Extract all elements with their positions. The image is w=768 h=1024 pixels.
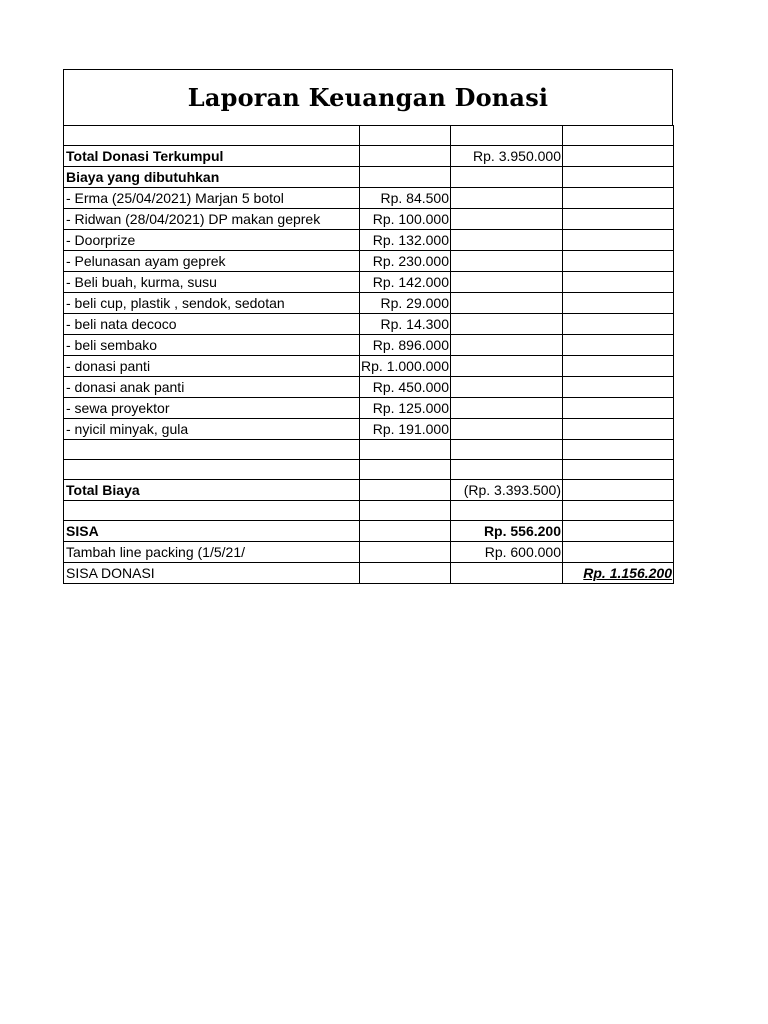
- tambah-row: [64, 542, 674, 563]
- table-row: [64, 501, 674, 521]
- expense-row: [64, 419, 674, 440]
- expense-row: [64, 293, 674, 314]
- table-row: [64, 460, 674, 480]
- title-row: [63, 69, 673, 125]
- expense-row: [64, 230, 674, 251]
- table-row: [64, 440, 674, 460]
- sisa-amount: Rp. 556.200: [451, 521, 563, 542]
- sisa-donasi-row: [64, 563, 674, 584]
- expense-row: [64, 356, 674, 377]
- sisa-donasi-label: SISA DONASI: [64, 563, 360, 584]
- expense-label: - Erma (25/04/2021) Marjan 5 botol: [64, 188, 360, 209]
- expense-amount: Rp. 1.000.000: [360, 356, 451, 377]
- biaya-header-row: [64, 167, 674, 188]
- expense-row: [64, 209, 674, 230]
- finance-table: [63, 125, 674, 584]
- expense-label: - Doorprize: [64, 230, 360, 251]
- total-donasi-label: Total Donasi Terkumpul: [64, 146, 360, 167]
- tambah-label: Tambah line packing (1/5/21/: [64, 542, 360, 563]
- expense-label: - beli sembako: [64, 335, 360, 356]
- tambah-amount: Rp. 600.000: [451, 542, 563, 563]
- expense-amount: Rp. 450.000: [360, 377, 451, 398]
- expense-amount: Rp. 230.000: [360, 251, 451, 272]
- expense-label: - nyicil minyak, gula: [64, 419, 360, 440]
- expense-row: [64, 335, 674, 356]
- expense-label: - Ridwan (28/04/2021) DP makan geprek: [64, 209, 360, 230]
- expense-label: - donasi panti: [64, 356, 360, 377]
- page-title: Laporan Keuangan Donasi: [187, 83, 549, 112]
- expense-amount: Rp. 896.000: [360, 335, 451, 356]
- total-biaya-row: [64, 480, 674, 501]
- expense-label: - Beli buah, kurma, susu: [64, 272, 360, 293]
- biaya-header-label: Biaya yang dibutuhkan: [64, 167, 360, 188]
- expense-row: [64, 314, 674, 335]
- expense-amount: Rp. 29.000: [360, 293, 451, 314]
- sisa-label: SISA: [64, 521, 360, 542]
- total-donasi-amount: Rp. 3.950.000: [451, 146, 563, 167]
- expense-row: [64, 272, 674, 293]
- expense-amount: Rp. 125.000: [360, 398, 451, 419]
- expense-label: - donasi anak panti: [64, 377, 360, 398]
- expense-row: [64, 377, 674, 398]
- table-row: [64, 126, 674, 146]
- expense-row: [64, 251, 674, 272]
- expense-label: - beli cup, plastik , sendok, sedotan: [64, 293, 360, 314]
- sisa-donasi-amount: Rp. 1.156.200: [563, 563, 674, 584]
- spreadsheet: [63, 69, 673, 584]
- expense-label: - Pelunasan ayam geprek: [64, 251, 360, 272]
- expense-row: [64, 398, 674, 419]
- expense-label: - sewa proyektor: [64, 398, 360, 419]
- total-biaya-amount: (Rp. 3.393.500): [451, 480, 563, 501]
- expense-amount: Rp. 132.000: [360, 230, 451, 251]
- expense-amount: Rp. 191.000: [360, 419, 451, 440]
- sisa-row: [64, 521, 674, 542]
- expense-row: [64, 188, 674, 209]
- total-biaya-label: Total Biaya: [64, 480, 360, 501]
- expense-amount: Rp. 100.000: [360, 209, 451, 230]
- expense-label: - beli nata decoco: [64, 314, 360, 335]
- expense-amount: Rp. 142.000: [360, 272, 451, 293]
- expense-amount: Rp. 84.500: [360, 188, 451, 209]
- total-donasi-row: [64, 146, 674, 167]
- expense-amount: Rp. 14.300: [360, 314, 451, 335]
